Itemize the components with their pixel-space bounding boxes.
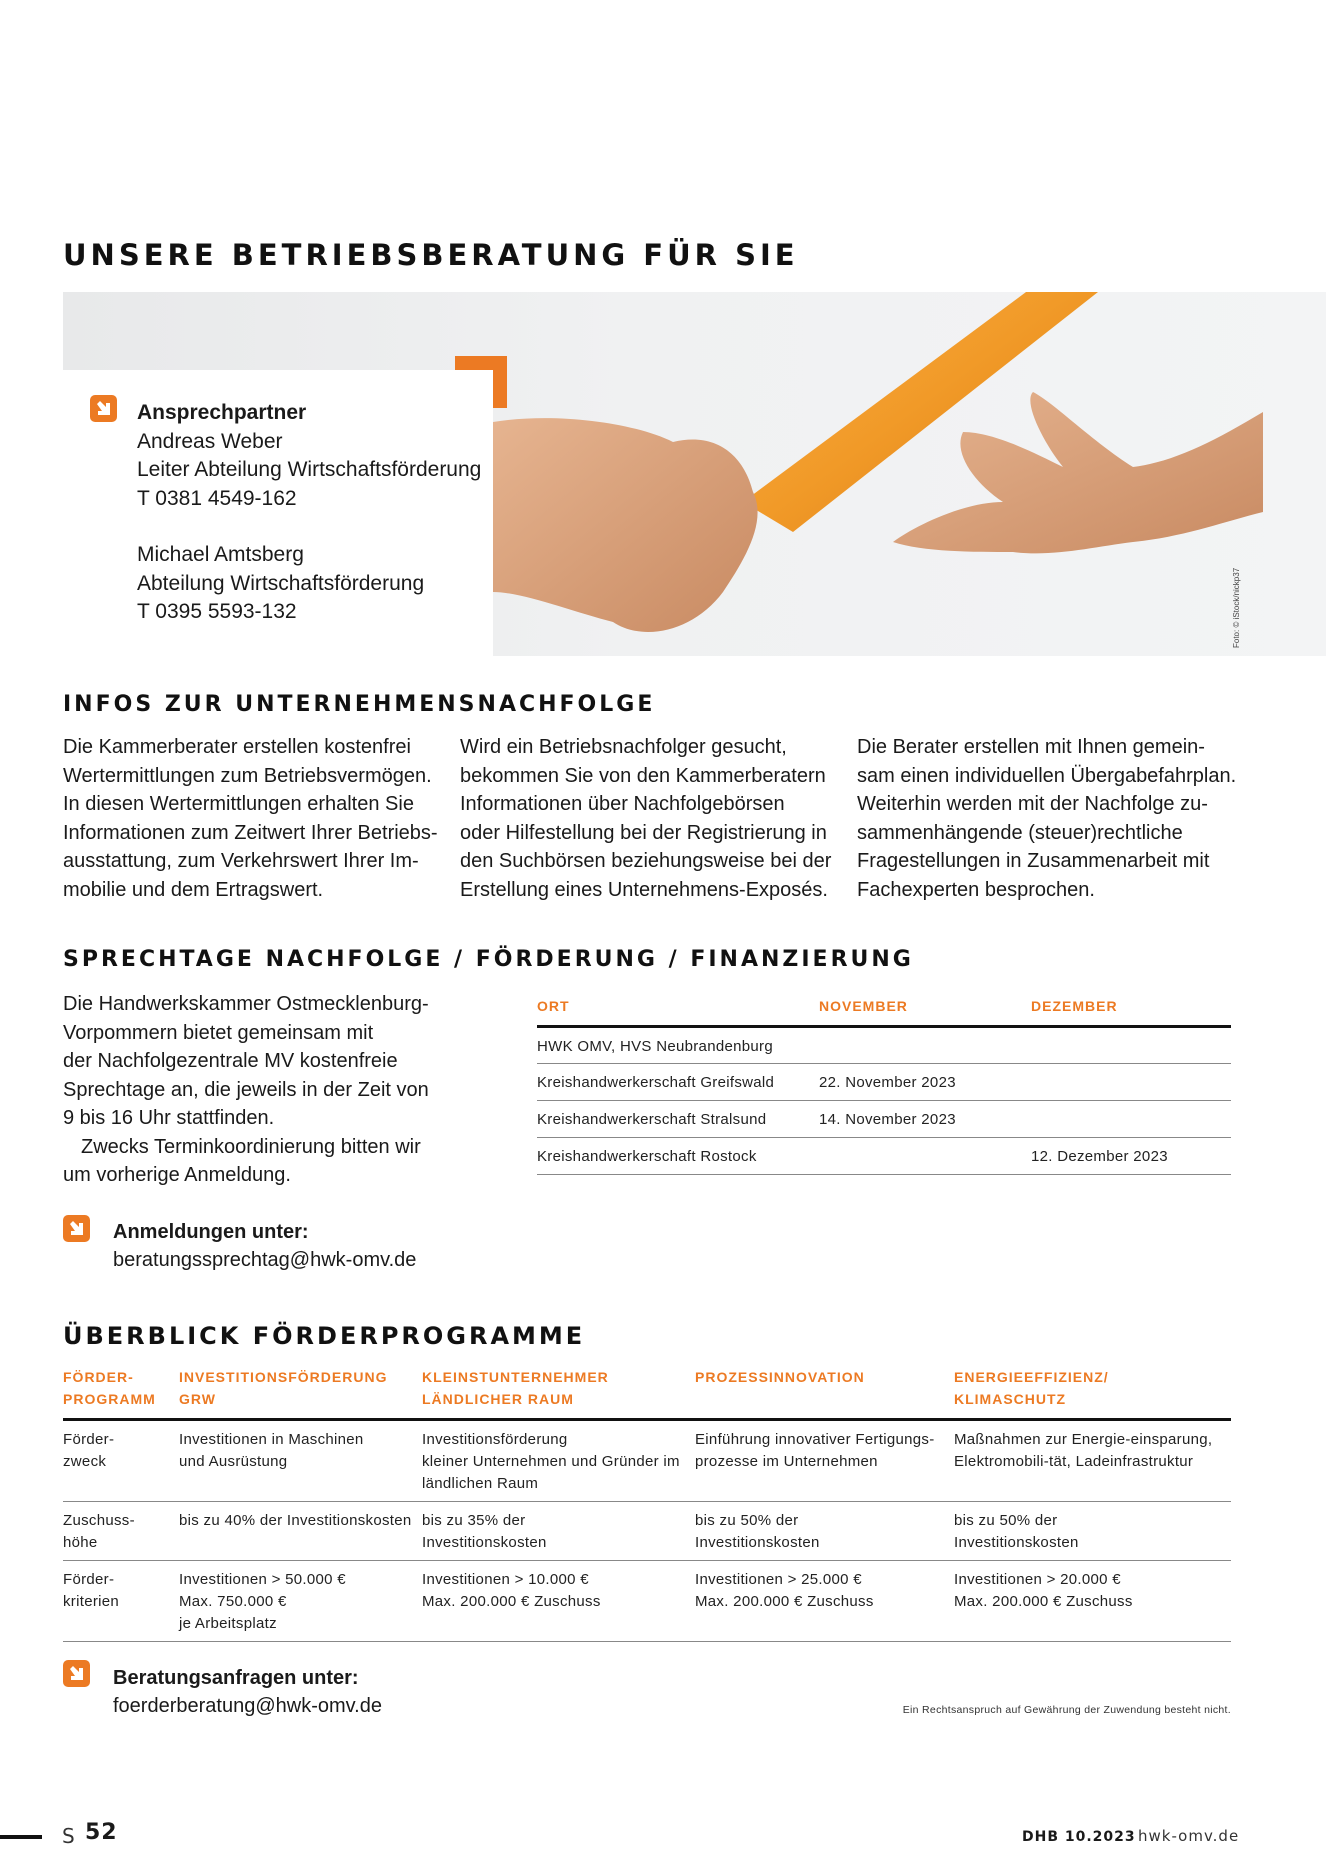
text-line: In diesen Wertermittlungen erhalten Sie bbox=[63, 793, 414, 815]
text-line: 9 bis 16 Uhr stattfinden. bbox=[63, 1107, 275, 1129]
page-number: 52 bbox=[85, 1820, 118, 1845]
text-line: bekommen Sie von den Kammerberatern bbox=[460, 764, 826, 787]
photo-credit: Foto: © iStock/nickp37 bbox=[1232, 567, 1241, 648]
registration-email-link[interactable]: beratungssprechtag@hwk-omv.de bbox=[113, 1249, 417, 1271]
text-line: Erstellung eines Unternehmens-Exposés. bbox=[460, 878, 828, 901]
page-prefix: S bbox=[62, 1824, 75, 1848]
consultation-label: Beratungsanfragen unter: bbox=[113, 1667, 359, 1689]
cell-dezember bbox=[1031, 1027, 1231, 1064]
registration-block bbox=[113, 1218, 416, 1274]
cell-location: Kreishandwerkerschaft Rostock bbox=[537, 1138, 819, 1175]
foerderprogramme-table bbox=[63, 1366, 1231, 1642]
section-title-infos: INFOS ZUR UNTERNEHMENSNACHFOLGE bbox=[63, 692, 656, 717]
text-line: ausstattung, zum Verkehrswert Ihrer Im- bbox=[63, 850, 419, 872]
table-cell: Investitionen > 50.000 € Max. 750.000 € je Arbeitsplatz bbox=[179, 1561, 422, 1642]
cell-november bbox=[819, 1138, 1031, 1175]
column-header-dezember: DEZEMBER bbox=[1031, 995, 1231, 1027]
table-row bbox=[537, 1138, 1231, 1175]
section-title-sprechtage: SPRECHTAGE NACHFOLGE / FÖRDERUNG / FINANZIERUNG bbox=[63, 947, 914, 972]
table-cell: Investitionen > 25.000 € Max. 200.000 € Zuschuss bbox=[695, 1561, 954, 1642]
legal-disclaimer: Ein Rechtsanspruch auf Gewährung der Zuwendung besteht nicht. bbox=[902, 1704, 1231, 1716]
contact-heading: Ansprechpartner bbox=[137, 401, 307, 424]
cell-location: HWK OMV, HVS Neubrandenburg bbox=[537, 1027, 819, 1064]
text-line: den Suchbörsen beziehungsweise bei der bbox=[460, 850, 832, 872]
text-line: mobilie und dem Ertragswert. bbox=[63, 878, 324, 901]
cell-dezember bbox=[1031, 1101, 1231, 1138]
page-title: UNSERE BETRIEBSBERATUNG FÜR SIE bbox=[63, 238, 799, 272]
column-header-november: NOVEMBER bbox=[819, 995, 1031, 1027]
table-row bbox=[537, 1101, 1231, 1138]
arrow-down-right-icon bbox=[90, 395, 117, 422]
table-cell: bis zu 50% der Investitionskosten bbox=[954, 1502, 1231, 1561]
infos-column-1 bbox=[63, 733, 443, 904]
cell-location: Kreishandwerkerschaft Greifswald bbox=[537, 1064, 819, 1101]
text-line: Die Handwerkskammer Ostmecklenburg- bbox=[63, 993, 429, 1015]
table-row bbox=[537, 1027, 1231, 1064]
text-line: um vorherige Anmeldung. bbox=[63, 1164, 291, 1186]
text-line: der Nachfolgezentrale MV kostenfreie bbox=[63, 1050, 398, 1072]
arrow-down-right-icon bbox=[63, 1660, 90, 1687]
contact-role: Leiter Abteilung Wirtschaftsförderung bbox=[137, 458, 482, 481]
text-line: Vorpommern bietet gemeinsam mit bbox=[63, 1021, 374, 1044]
text-line: Wird ein Betriebsnachfolger gesucht, bbox=[460, 736, 787, 758]
table-cell: Investitionen > 10.000 € Max. 200.000 € Zuschuss bbox=[422, 1561, 695, 1642]
cell-november: 22. November 2023 bbox=[819, 1064, 1031, 1101]
arrow-down-right-icon bbox=[63, 1215, 90, 1242]
text-line: Fachexperten besprochen. bbox=[857, 878, 1095, 901]
column-header-kleinstunternehmer: KLEINSTUNTERNEHMER LÄNDLICHER RAUM bbox=[422, 1366, 695, 1420]
cell-location: Kreishandwerkerschaft Stralsund bbox=[537, 1101, 819, 1138]
sprechtage-table bbox=[537, 995, 1231, 1175]
text-line: oder Hilfestellung bei der Registrierung in bbox=[460, 821, 827, 844]
relay-baton-photo bbox=[493, 292, 1263, 656]
table-cell: Investitionsförderung kleiner Unternehmen und Gründer im ländlichen Raum bbox=[422, 1420, 695, 1502]
table-row-foerderkriterien bbox=[63, 1561, 1231, 1642]
text-line: Informationen über Nachfolgebörsen bbox=[460, 793, 785, 815]
website-link[interactable]: hwk-omv.de bbox=[1138, 1827, 1240, 1845]
cell-november bbox=[819, 1027, 1031, 1064]
text-line: Sprechtage an, die jeweils in der Zeit von bbox=[63, 1078, 429, 1101]
text-line: Wertermittlungen zum Betriebsvermögen. bbox=[63, 764, 432, 787]
table-row bbox=[537, 1064, 1231, 1101]
text-line: Informationen zum Zeitwert Ihrer Betriebs- bbox=[63, 821, 438, 844]
issue-label: DHB 10.2023 bbox=[1022, 1829, 1136, 1845]
column-header-energieeffizienz: ENERGIEEFFIZIENZ/ KLIMASCHUTZ bbox=[954, 1366, 1231, 1420]
table-cell: Investitionen > 20.000 € Max. 200.000 € Zuschuss bbox=[954, 1561, 1231, 1642]
table-row-zuschusshoehe bbox=[63, 1502, 1231, 1561]
text-line: Zwecks Terminkoordinierung bitten wir bbox=[81, 1135, 421, 1158]
cell-november: 14. November 2023 bbox=[819, 1101, 1031, 1138]
column-header-foerderprogramm: FÖRDER- PROGRAMM bbox=[63, 1366, 179, 1420]
column-header-investitionsfoerderung: INVESTITIONSFÖRDERUNG GRW bbox=[179, 1366, 422, 1420]
footer-rule bbox=[0, 1835, 42, 1839]
text-line: Die Kammerberater erstellen kostenfrei bbox=[63, 736, 411, 758]
column-header-prozessinnovation: PROZESSINNOVATION bbox=[695, 1366, 954, 1420]
table-cell: bis zu 40% der Investitionskosten bbox=[179, 1502, 422, 1561]
table-cell: Maßnahmen zur Energie-einsparung, Elektromobili-tät, Ladeinfrastruktur bbox=[954, 1420, 1231, 1502]
table-cell: bis zu 35% der Investitionskosten bbox=[422, 1502, 695, 1561]
contact-phone[interactable]: T 0381 4549-162 bbox=[137, 486, 297, 510]
contact-name: Andreas Weber bbox=[137, 429, 283, 453]
table-cell: Investitionen in Maschinen und Ausrüstung bbox=[179, 1420, 422, 1502]
registration-label: Anmeldungen unter: bbox=[113, 1221, 309, 1243]
table-row-foerderzweck bbox=[63, 1420, 1231, 1502]
row-label: Zuschuss- höhe bbox=[63, 1502, 179, 1561]
contact-phone[interactable]: T 0395 5593-132 bbox=[137, 600, 297, 623]
text-line: Fragestellungen in Zusammenarbeit mit bbox=[857, 850, 1210, 872]
text-line: sammenhängende (steuer)rechtliche bbox=[857, 821, 1183, 844]
table-cell: Einführung innovativer Fertigungs- prozesse im Unternehmen bbox=[695, 1420, 954, 1502]
row-label: Förder- zweck bbox=[63, 1420, 179, 1502]
consultation-email-link[interactable]: foerderberatung@hwk-omv.de bbox=[113, 1695, 382, 1717]
text-line: sam einen individuellen Übergabefahrplan. bbox=[857, 764, 1237, 787]
text-line: Die Berater erstellen mit Ihnen gemein- bbox=[857, 736, 1205, 758]
row-label: Förder- kriterien bbox=[63, 1561, 179, 1642]
contact-block bbox=[137, 399, 481, 627]
sprechtage-text bbox=[63, 990, 443, 1190]
infos-column-3 bbox=[857, 733, 1257, 904]
infos-column-2 bbox=[460, 733, 840, 904]
cell-dezember: 12. Dezember 2023 bbox=[1031, 1138, 1231, 1175]
consultation-block bbox=[113, 1664, 382, 1720]
section-title-foerderprogramme: ÜBERBLICK FÖRDERPROGRAMME bbox=[63, 1322, 586, 1350]
column-header-ort: ORT bbox=[537, 995, 819, 1027]
table-cell: bis zu 50% der Investitionskosten bbox=[695, 1502, 954, 1561]
contact-role: Abteilung Wirtschaftsförderung bbox=[137, 571, 425, 595]
text-line: Weiterhin werden mit der Nachfolge zu- bbox=[857, 793, 1208, 815]
contact-name: Michael Amtsberg bbox=[137, 543, 304, 566]
cell-dezember bbox=[1031, 1064, 1231, 1101]
